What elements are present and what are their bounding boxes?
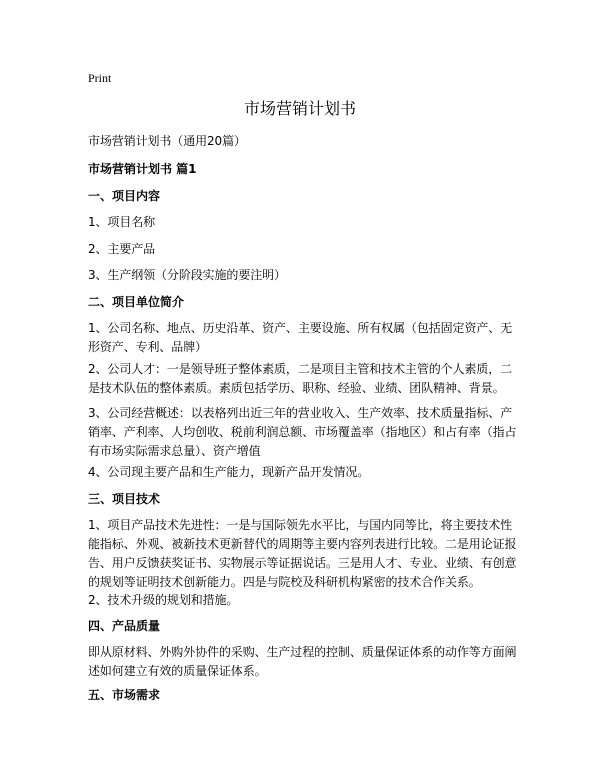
section-heading-4: 四、产品质量 bbox=[88, 619, 161, 633]
paragraph: 3、公司经营概述：以表格列出近三年的营业收入、生产效率、技术质量指标、产销率、产利率、人均创收、税前利润总额、市场覆盖率（指地区）和占有率（指占有市场实际需求总量）、资产增值 bbox=[88, 406, 517, 458]
section-heading-3: 三、项目技术 bbox=[88, 492, 161, 506]
list-item: 3、生产纲领（分阶段实施的要注明） bbox=[88, 268, 286, 282]
section-heading-2: 二、项目单位简介 bbox=[88, 295, 185, 309]
paragraph: 2、公司人才：一是领导班子整体素质，二是项目主管和技术主管的个人素质，二是技术队伍的整体素质。素质包括学历、职称、经验、业绩、团队精神、背景。 bbox=[88, 362, 513, 395]
section-heading-5: 五、市场需求 bbox=[88, 688, 161, 702]
article-heading: 市场营销计划书 篇1 bbox=[88, 162, 197, 176]
paragraph: 2、技术升级的规划和措施。 bbox=[88, 593, 239, 607]
list-item: 2、主要产品 bbox=[88, 242, 156, 256]
section-heading-1: 一、项目内容 bbox=[88, 189, 161, 203]
document-subtitle: 市场营销计划书（通用20篇） bbox=[88, 134, 246, 148]
paragraph: 1、项目产品技术先进性：一是与国际领先水平比，与国内同等比，将主要技术性能指标、外观、被新技术更新替代的周期等主要内容列表进行比较。二是用论证报告、用户反馈获奖证书、实物展示等证据说话。三是用人才、专业、业绩、有创意的规划等证明技术创新能力。四是与院校及科研机构紧密的技术合作关系。 bbox=[88, 518, 517, 589]
paragraph: 4、公司现主要产品和生产能力，现新产品开发情况。 bbox=[88, 465, 370, 479]
paragraph: 即从原材料、外购外协件的采购、生产过程的控制、质量保证体系的动作等方面阐述如何建立有效的质量保证体系。 bbox=[88, 645, 517, 678]
print-label: Print bbox=[88, 71, 112, 85]
list-item: 1、项目名称 bbox=[88, 215, 156, 229]
paragraph: 1、公司名称、地点、历史沿革、资产、主要设施、所有权属（包括固定资产、无形资产、专利、品牌） bbox=[88, 321, 513, 354]
document-title: 市场营销计划书 bbox=[243, 99, 356, 118]
